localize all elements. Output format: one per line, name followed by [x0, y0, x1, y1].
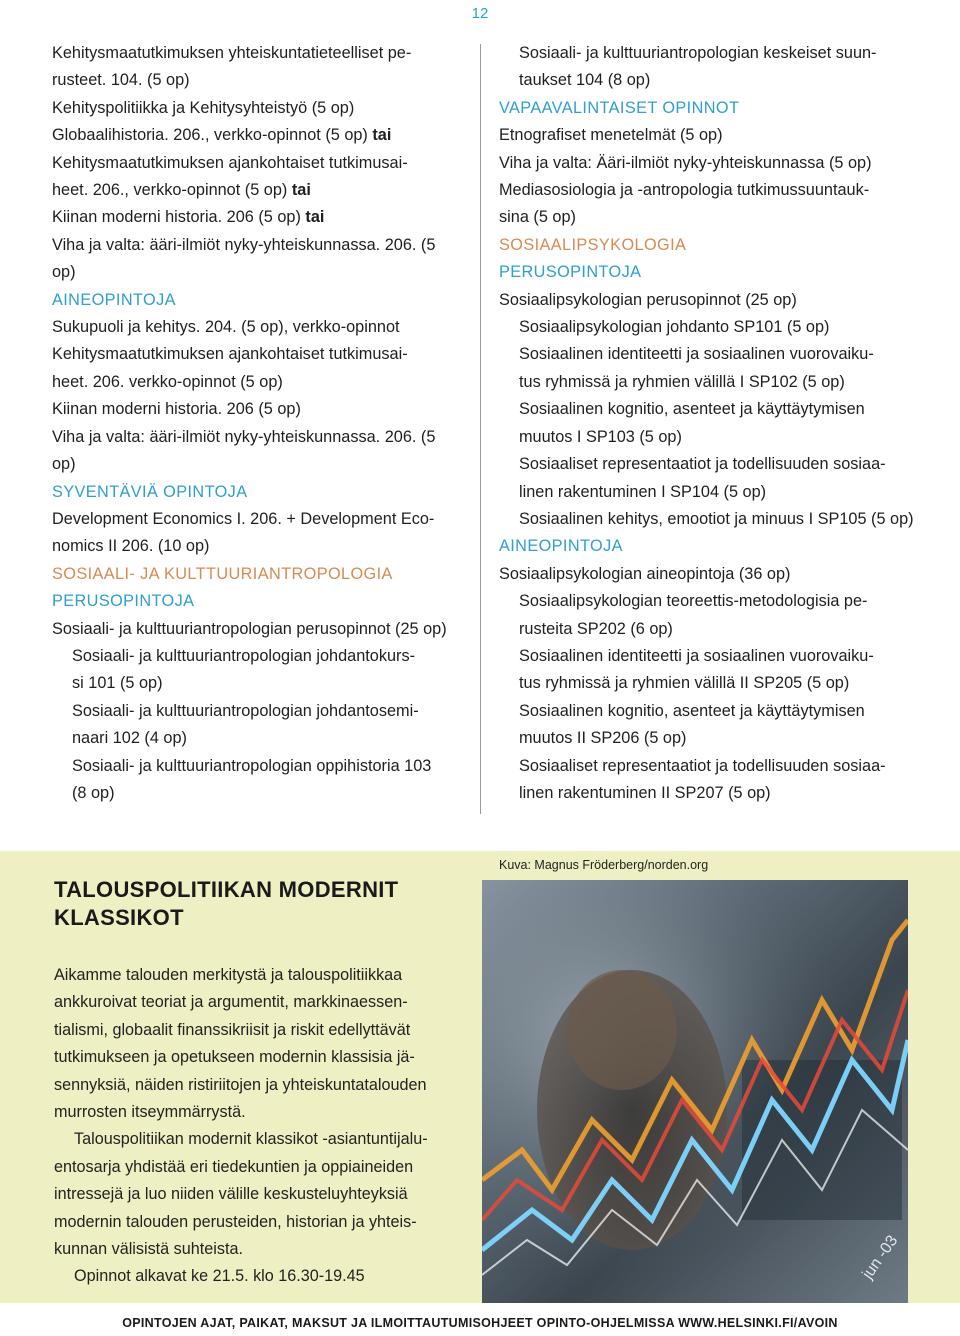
course-line: Sosiaali- ja kulttuuriantropologian perusopinnot (25 op): [52, 619, 447, 638]
course-line: (8 op): [72, 783, 115, 802]
course-line: Sosiaalipsykologian teoreettis-metodologisia pe-: [519, 592, 868, 611]
course-line: op): [52, 263, 76, 282]
or-keyword: tai: [372, 126, 392, 145]
course-line: taukset 104 (8 op): [519, 71, 651, 90]
box-title-line: KLASSIKOT: [54, 905, 184, 930]
course-line: Kiinan moderni historia. 206 (5 op) tai: [52, 208, 325, 227]
photo-credit: Kuva: Magnus Fröderberg/norden.org: [499, 858, 709, 872]
course-line: Sosiaalinen kehitys, emootiot ja minuus I SP105 (5 op): [519, 509, 914, 528]
box-title: [54, 876, 474, 932]
course-line: Sosiaaliset representaatiot ja todellisuuden sosiaa-: [519, 756, 886, 775]
course-line: Kehitysmaatutkimuksen ajankohtaiset tutkimusai-: [52, 345, 408, 364]
course-line: Kehityspolitiikka ja Kehitysyhteistyö (5 op): [52, 98, 355, 117]
course-line: Sosiaali- ja kulttuuriantropologian oppihistoria 103: [72, 756, 432, 775]
course-line: naari 102 (4 op): [72, 729, 187, 748]
course-line: tus ryhmissä ja ryhmien välillä I SP102 (5 op): [519, 372, 845, 391]
course-line: Kehitysmaatutkimuksen ajankohtaiset tutkimusai-: [52, 153, 408, 172]
photo-text: jun -03: [859, 1232, 902, 1283]
course-line: Sosiaalinen kognitio, asenteet ja käyttäytymisen: [519, 701, 865, 720]
section-heading: PERUSOPINTOJA: [52, 592, 195, 611]
course-line: Sosiaaliset representaatiot ja todellisuuden sosiaa-: [519, 455, 886, 474]
course-line: Sukupuoli ja kehitys. 204. (5 op), verkko-opinnot: [52, 318, 400, 337]
right-column: [499, 40, 919, 807]
course-line: Sosiaalipsykologian johdanto SP101 (5 op): [519, 318, 830, 337]
stock-chart-photo: [482, 880, 908, 1303]
box-text-line: intressejä ja luo niiden välille keskusteluyhteyksiä: [54, 1185, 408, 1204]
box-text-line: Aikamme talouden merkitystä ja talouspolitiikkaa: [54, 966, 403, 984]
box-text-line: Opinnot alkavat ke 21.5. klo 16.30-19.45: [74, 1267, 365, 1286]
course-line: muutos II SP206 (5 op): [519, 729, 687, 748]
or-keyword: tai: [291, 181, 311, 200]
footer-note: OPINTOJEN AJAT, PAIKAT, MAKSUT JA ILMOITTAUTUMISOHJEET OPINTO-OHJELMISSA WWW.HELSINKI.FI/AVOIN: [122, 1316, 838, 1330]
course-line: Globaalihistoria. 206., verkko-opinnot (5 op) tai: [52, 126, 392, 145]
section-heading: AINEOPINTOJA: [499, 537, 623, 556]
course-line: Sosiaalipsykologian perusopinnot (25 op): [499, 290, 797, 309]
box-text-line: kunnan välisistä suhteista.: [54, 1240, 243, 1259]
section-heading: AINEOPINTOJA: [52, 290, 176, 309]
course-line: Development Economics I. 206. + Development Eco-: [52, 509, 435, 528]
page-number: 12: [471, 5, 489, 22]
box-title-line: TALOUSPOLITIIKAN MODERNIT: [54, 877, 399, 902]
course-line: Sosiaalinen identiteetti ja sosiaalinen vuorovaiku-: [519, 345, 874, 364]
course-line: Sosiaali- ja kulttuuriantropologian johdantosemi-: [72, 701, 419, 720]
course-line: Sosiaalinen identiteetti ja sosiaalinen vuorovaiku-: [519, 646, 874, 665]
box-text-line: murrosten itseymmärrystä.: [54, 1103, 246, 1122]
course-line: Sosiaali- ja kulttuuriantropologian keskeiset suun-: [519, 44, 877, 62]
box-text-line: Talouspolitiikan modernit klassikot -asiantuntijalu-: [74, 1130, 428, 1149]
course-line: si 101 (5 op): [72, 674, 163, 693]
course-line: Kiinan moderni historia. 206 (5 op): [52, 400, 301, 419]
course-line: nomics II 206. (10 op): [52, 537, 210, 556]
section-heading: VAPAAVALINTAISET OPINNOT: [499, 98, 740, 117]
course-line: Sosiaalipsykologian aineopintoja (36 op): [499, 564, 791, 583]
section-heading: SYVENTÄVIÄ OPINTOJA: [52, 482, 248, 501]
box-text-line: sennyksiä, näiden ristiriitojen ja yhteiskuntatalouden: [54, 1075, 427, 1094]
course-line: rusteet. 104. (5 op): [52, 71, 190, 90]
course-line: muutos I SP103 (5 op): [519, 427, 682, 446]
box-text-line: entosarja yhdistää eri tiedekuntien ja oppiaineiden: [54, 1157, 414, 1176]
course-line: Kehitysmaatutkimuksen yhteiskuntatieteelliset pe-: [52, 44, 412, 62]
box-text-line: modernin talouden perusteiden, historian ja yhteis-: [54, 1212, 417, 1231]
course-line: op): [52, 455, 76, 474]
section-heading: SOSIAALI- JA KULTTUURIANTROPOLOGIA: [52, 564, 393, 583]
course-line: rusteita SP202 (6 op): [519, 619, 673, 638]
course-line: Viha ja valta: Ääri-ilmiöt nyky-yhteiskunnassa (5 op): [499, 153, 872, 172]
box-text-line: ankkuroivat teoriat ja argumentit, markkinaessen-: [54, 993, 408, 1012]
course-line: Etnografiset menetelmät (5 op): [499, 126, 723, 145]
photo-illustration: [482, 880, 908, 1303]
course-line: tus ryhmissä ja ryhmien välillä II SP205 (5 op): [519, 674, 850, 693]
section-heading: PERUSOPINTOJA: [499, 263, 642, 282]
section-heading: SOSIAALIPSYKOLOGIA: [499, 235, 687, 254]
course-line: Viha ja valta: ääri-ilmiöt nyky-yhteiskunnassa. 206. (5: [52, 427, 436, 446]
column-divider: [480, 44, 481, 814]
course-line: heet. 206. verkko-opinnot (5 op): [52, 372, 283, 391]
course-line: Sosiaali- ja kulttuuriantropologian johdantokurs-: [72, 646, 416, 665]
or-keyword: tai: [305, 208, 325, 227]
course-line: linen rakentuminen I SP104 (5 op): [519, 482, 767, 501]
course-line: sina (5 op): [499, 208, 576, 227]
course-line: heet. 206., verkko-opinnot (5 op) tai: [52, 181, 311, 200]
course-line: Sosiaalinen kognitio, asenteet ja käyttäytymisen: [519, 400, 865, 419]
course-line: Viha ja valta: ääri-ilmiöt nyky-yhteiskunnassa. 206. (5: [52, 235, 436, 254]
box-body-text: [54, 962, 464, 1291]
course-line: Mediasosiologia ja -antropologia tutkimussuuntauk-: [499, 181, 870, 200]
left-column: [52, 40, 462, 807]
box-text-line: tialismi, globaalit finanssikriisit ja riskit edellyttävät: [54, 1020, 411, 1039]
course-line: linen rakentuminen II SP207 (5 op): [519, 783, 771, 802]
box-text-line: tutkimukseen ja opetukseen modernin klassisia jä-: [54, 1048, 415, 1067]
